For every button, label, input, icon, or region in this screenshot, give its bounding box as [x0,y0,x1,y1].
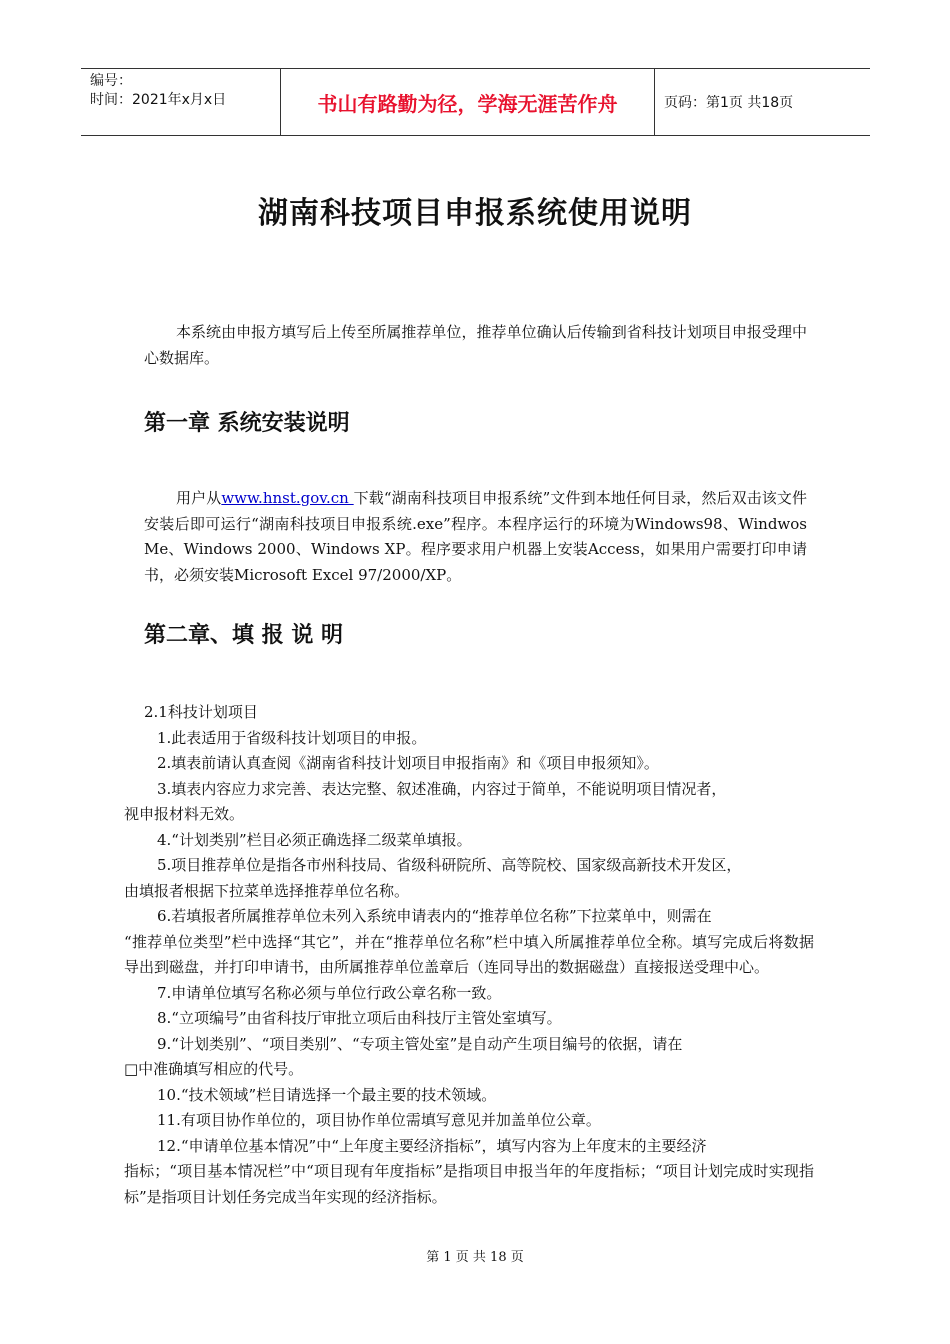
list-item [124,981,814,1007]
list-item-first-line: 11.有项目协作单位的，项目协作单位需填写意见并加盖单位公章。 [157,1111,601,1129]
list-item-continuation: 视申报材料无效。 [124,805,245,823]
header-number: 编号： [90,73,132,89]
chapter2-heading: 第二章、填 报 说 明 [144,623,343,648]
list-item [124,1032,814,1083]
chapter1-paragraph [144,486,807,588]
document-title: 湖南科技项目申报系统使用说明 [258,196,692,231]
header-page-info: 页码：第1页 共18页 [664,95,794,111]
list-item [124,726,814,752]
page-footer: 第 1 页 共 18 页 [426,1250,524,1265]
list-item-first-line: 5.项目推荐单位是指各市州科技局、省级科研院所、高等院校、国家级高新技术开发区， [157,856,742,874]
list-item-first-line: 4.“计划类别”栏目必须正确选择二级菜单填报。 [157,830,472,849]
instructions-list [124,700,814,1210]
list-item [124,853,814,904]
list-item-first-line: 6.若填报者所属推荐单位未列入系统申请表内的“推荐单位名称”下拉菜单中，则需在 [157,907,712,925]
list-item [124,751,814,777]
header-date: 时间：2021年x月x日 [90,92,227,108]
chapter1-heading: 第一章 系统安装说明 [144,411,350,436]
list-item [124,1083,814,1109]
list-item-first-line: 12.“申请单位基本情况”中“上年度主要经济指标”，填写内容为上年度末的主要经济 [157,1136,707,1155]
list-item [124,777,814,828]
list-item-first-line: 2.填表前请认真查阅《湖南省科技计划项目申报指南》和《项目申报须知》。 [157,754,659,772]
list-item [124,828,814,854]
list-item [124,1006,814,1032]
page-header [81,68,870,136]
list-item-continuation: “推荐单位类型”栏中选择“其它”，并在“推荐单位名称”栏中填入所属推荐单位全称。填写完成后将数据导出到磁盘，并打印申请书，由所属推荐单位盖章后（连同导出的数据磁盘）直接报送受理中心。 [124,932,814,976]
website-link[interactable]: www.hnst.gov.cn [221,489,354,507]
list-item-first-line: 10.“技术领域”栏目请选择一个最主要的技术领域。 [157,1085,497,1104]
list-item-first-line: 3.填表内容应力求完善、表达完整、叙述准确，内容过于简单，不能说明项目情况者， [157,779,727,798]
list-item [124,1134,814,1211]
list-item-continuation: 由填报者根据下拉菜单选择推荐单位名称。 [124,881,410,900]
header-motto: 书山有路勤为径，学海无涯苦作舟 [281,69,655,135]
chapter1-text-before: 用户从 [176,489,222,507]
header-meta [81,69,281,135]
list-item-first-line: 9.“计划类别”、“项目类别”、“专项主管处室”是自动产生项目编号的依据，请在 [157,1034,683,1053]
list-item [124,904,814,981]
list-item [124,1108,814,1134]
list-item-first-line: 1.此表适用于省级科技计划项目的申报。 [157,728,427,747]
list-item-continuation: □中准确填写相应的代号。 [124,1060,304,1078]
list-item-continuation: 指标；“项目基本情况栏”中“项目现有年度指标”是指项目申报当年的年度指标；“项目计划完成时实现指标”是指项目计划任务完成当年实现的经济指标。 [124,1162,814,1206]
chapter1-text-after: 下载“湖南科技项目申报系统”文件到本地任何目录，然后双击该文件安装后即可运行“湖南科技项目申报系统.exe”程序。本程序运行的环境为Windows98、Windwos Me、Windows 2000、Windows XP。程序要求用户机器上安装Access，如果用户需要打印申请书，必须安装Microsoft Excel 97/2000/XP。 [144,489,808,584]
list-item-first-line: 8.“立项编号”由省科技厅审批立项后由科技厅主管处室填写。 [157,1009,562,1027]
section-heading: 2.1科技计划项目 [144,703,258,721]
intro-paragraph: 本系统由申报方填写后上传至所属推荐单位，推荐单位确认后传输到省科技计划项目申报受理中心数据库。 [144,323,807,367]
list-item-first-line: 7.申请单位填写名称必须与单位行政公章名称一致。 [157,983,502,1002]
